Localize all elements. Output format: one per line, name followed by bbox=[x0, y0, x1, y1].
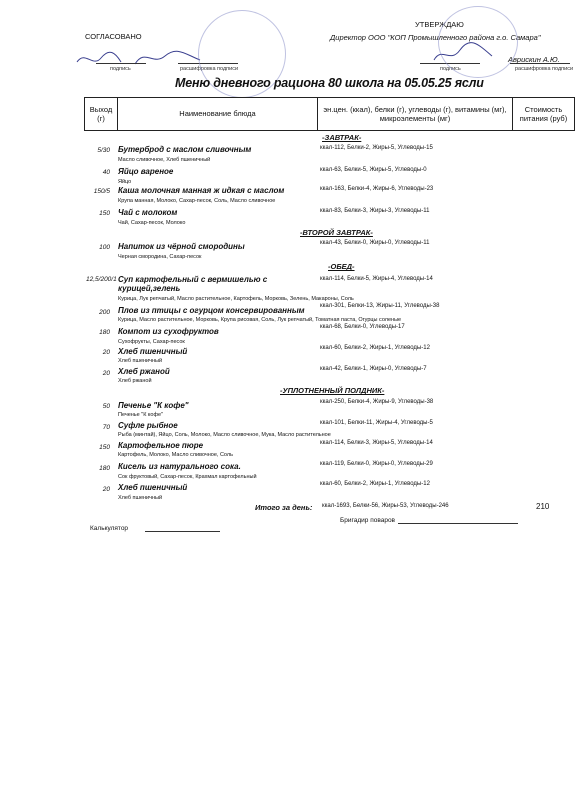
decode-label-right: расшифровка подписи bbox=[515, 66, 574, 72]
row-out: 150/5 bbox=[93, 188, 110, 195]
row-name: Чай с молоком bbox=[118, 208, 178, 217]
row-name: Хлеб пшеничный bbox=[118, 347, 188, 356]
row-name: Картофельное пюре bbox=[118, 441, 204, 450]
signature-label-left: подпись bbox=[110, 66, 131, 72]
row-ingr: Сок фруктовый, Сахар-песок, Крахмал картофельный bbox=[118, 474, 257, 480]
row-ingr: Яйцо bbox=[118, 179, 132, 185]
decode-label-left: расшифровка подписи bbox=[180, 66, 239, 72]
row-name: Бутерброд с маслом сливочным bbox=[118, 145, 252, 154]
row-out: 20 bbox=[102, 370, 110, 377]
row-ingr: Сухофрукты, Сахар-песок bbox=[118, 339, 185, 345]
row-ingr: Печенье "К кофе" bbox=[118, 412, 163, 418]
row-ingr: Картофель, Молоко, Масло сливочное, Соль bbox=[118, 452, 233, 458]
row-ingr: Курица, Лук репчатый, Масло растительное, Картофель, Морковь, Зелень, Макароны, Соль bbox=[118, 296, 354, 302]
row-out: 12,5/200/1 bbox=[86, 276, 117, 283]
row-ingr: Хлеб пшеничный bbox=[118, 358, 163, 364]
chef-label: Бригадир поваров bbox=[340, 517, 396, 524]
col-out-header: Выход (г) bbox=[85, 98, 118, 131]
row-name: Яйцо вареное bbox=[118, 167, 174, 176]
row-name: Печенье "К кофе" bbox=[118, 401, 189, 410]
row-nutr: ккал-119, Белки-0, Жиры-0, Углеводы-29 bbox=[320, 461, 433, 467]
row-nutr: ккал-114, Белки-5, Жиры-4, Углеводы-14 bbox=[320, 276, 433, 282]
row-ingr: Крупа манная, Молоко, Сахар-песок, Соль, Масло сливочное bbox=[118, 198, 276, 204]
row-nutr: ккал-43, Белки-0, Жиры-0, Углеводы-11 bbox=[320, 240, 430, 246]
signature-label-right: подпись bbox=[440, 66, 461, 72]
section-title: -ЗАВТРАК- bbox=[322, 133, 362, 142]
row-ingr: Хлеб ржаной bbox=[118, 378, 152, 384]
row-out: 150 bbox=[99, 444, 110, 451]
row-name: Кисель из натурального сока. bbox=[118, 462, 241, 471]
row-name: Плов из птицы с огурцом консервированным bbox=[118, 306, 305, 315]
row-out: 40 bbox=[102, 169, 110, 176]
table-header bbox=[84, 97, 575, 131]
row-out: 180 bbox=[99, 465, 110, 472]
total-nutr: ккал-1693, Белки-56, Жиры-53, Углеводы-246 bbox=[322, 503, 449, 509]
page-title: Меню дневного рациона 80 школа на 05.05.25 ясли bbox=[175, 76, 484, 90]
total-label: Итого за день: bbox=[255, 503, 313, 512]
row-nutr: ккал-60, Белки-2, Жиры-1, Углеводы-12 bbox=[320, 481, 430, 487]
col-cost-header: Стоимость питания (руб) bbox=[513, 98, 575, 131]
row-nutr: ккал-112, Белки-2, Жиры-5, Углеводы-15 bbox=[320, 145, 433, 151]
approved-right-label: УТВЕРЖДАЮ bbox=[415, 20, 464, 29]
row-out: 70 bbox=[102, 424, 110, 431]
row-name: Напиток из чёрной смородины bbox=[118, 242, 245, 251]
row-nutr: ккал-42, Белки-1, Жиры-0, Углеводы-7 bbox=[320, 366, 427, 372]
section-title: -ВТОРОЙ ЗАВТРАК- bbox=[300, 228, 373, 237]
col-name-header: Наименование блюда bbox=[118, 98, 318, 131]
row-name: Хлеб ржаной bbox=[118, 367, 170, 376]
row-ingr: Рыба (минтай), Яйцо, Соль, Молоко, Масло сливочное, Мука, Масло растительное bbox=[118, 432, 331, 438]
approved-left-label: СОГЛАСОВАНО bbox=[85, 32, 142, 41]
row-nutr: ккал-250, Белки-4, Жиры-9, Углеводы-38 bbox=[320, 399, 434, 405]
row-name: Хлеб пшеничный bbox=[118, 483, 188, 492]
section-title: -ОБЕД- bbox=[328, 262, 355, 271]
section-title: -УПЛОТНЕННЫЙ ПОЛДНИК- bbox=[280, 386, 385, 395]
row-name: Компот из сухофруктов bbox=[118, 327, 219, 336]
row-nutr: ккал-68, Белки-0, Углеводы-17 bbox=[320, 324, 405, 330]
row-out: 20 bbox=[102, 486, 110, 493]
row-nutr: ккал-114, Белки-3, Жиры-5, Углеводы-14 bbox=[320, 440, 433, 446]
row-nutr: ккал-101, Белки-11, Жиры-4, Углеводы-5 bbox=[320, 420, 433, 426]
row-name: Суфле рыбное bbox=[118, 421, 178, 430]
row-out: 20 bbox=[102, 349, 110, 356]
row-out: 100 bbox=[99, 244, 110, 251]
total-cost: 210 bbox=[536, 502, 550, 511]
row-nutr: ккал-163, Белки-4, Жиры-6, Углеводы-23 bbox=[320, 186, 434, 192]
row-ingr: Чай, Сахар-песок, Молоко bbox=[118, 220, 186, 226]
row-ingr: Хлеб пшеничный bbox=[118, 495, 163, 501]
director-title: Директор ООО "КОП Промышленного района г.о. Самара" bbox=[330, 33, 541, 42]
row-out: 5/30 bbox=[97, 147, 110, 154]
director-name: Аврискин А.Ю. bbox=[508, 55, 560, 64]
row-out: 150 bbox=[99, 210, 110, 217]
row-nutr: ккал-83, Белки-3, Жиры-3, Углеводы-11 bbox=[320, 208, 430, 214]
row-ingr: Черная смородина, Сахар-песок bbox=[118, 254, 202, 260]
row-nutr: ккал-63, Белки-5, Жиры-5, Углеводы-0 bbox=[320, 167, 427, 173]
row-nutr: ккал-301, Белки-13, Жиры-11, Углеводы-38 bbox=[320, 303, 440, 309]
row-name: Суп картофельный с вермишелью с курицей,зелень bbox=[118, 275, 268, 294]
row-out: 180 bbox=[99, 329, 110, 336]
stamp-right bbox=[438, 6, 518, 78]
row-ingr: Масло сливочное, Хлеб пшеничный bbox=[118, 157, 211, 163]
row-out: 50 bbox=[102, 403, 110, 410]
row-out: 200 bbox=[99, 309, 110, 316]
row-name: Каша молочная манная ж идкая с маслом bbox=[118, 186, 285, 195]
col-nutr-header: эн.цен. (ккал), белки (г), углеводы (г), витамины (мг), микроэлементы (мг) bbox=[318, 98, 513, 131]
row-nutr: ккал-60, Белки-2, Жиры-1, Углеводы-12 bbox=[320, 345, 430, 351]
calculator-label: Калькулятор bbox=[90, 525, 129, 532]
row-ingr: Курица, Масло растительное, Морковь, Крупа рисовая, Соль, Лук репчатый, Томатная паста, Огурцы соленые bbox=[118, 317, 402, 323]
